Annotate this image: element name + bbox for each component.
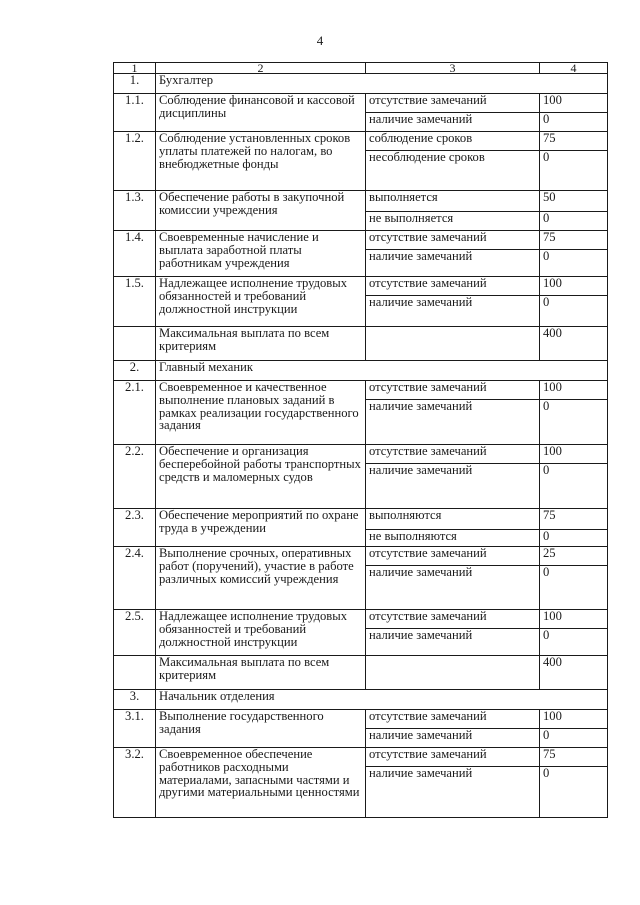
payout-value: 75 xyxy=(540,231,608,250)
payout-value: 0 xyxy=(540,113,608,132)
payout-value: 100 xyxy=(540,94,608,113)
criterion-text: Выполнение срочных, оперативных работ (поручений), участие в работе различных комиссий учреждения xyxy=(156,547,366,610)
payout-value: 50 xyxy=(540,191,608,212)
condition-label: не выполняются xyxy=(366,530,540,547)
criterion-row xyxy=(114,610,608,629)
max-payout-row xyxy=(114,656,608,690)
criterion-row xyxy=(114,381,608,400)
criterion-row xyxy=(114,132,608,151)
criterion-text: Соблюдение установленных сроков уплаты платежей по налогам, во внебюджетные фонды xyxy=(156,132,366,191)
criterion-number: 1.5. xyxy=(114,277,156,327)
criterion-number: 1.3. xyxy=(114,191,156,231)
condition-label: наличие замечаний xyxy=(366,113,540,132)
payout-value: 0 xyxy=(540,530,608,547)
max-payout-label: Максимальная выплата по всем критериям xyxy=(156,656,366,690)
condition-label: отсутствие замечаний xyxy=(366,748,540,767)
condition-label: отсутствие замечаний xyxy=(366,445,540,464)
criterion-text: Обеспечение работы в закупочной комиссии учреждения xyxy=(156,191,366,231)
header-cell-1: 1 xyxy=(114,63,156,74)
condition-label: выполняется xyxy=(366,191,540,212)
criterion-row xyxy=(114,547,608,566)
header-cell-2: 2 xyxy=(156,63,366,74)
header-row xyxy=(114,63,608,74)
condition-label: наличие замечаний xyxy=(366,250,540,277)
criterion-text: Обеспечение и организация бесперебойной работы транспортных средств и маломерных судов xyxy=(156,445,366,509)
criterion-row xyxy=(114,94,608,113)
section-row xyxy=(114,74,608,94)
section-title: Главный механик xyxy=(156,361,608,381)
criterion-number: 1.1. xyxy=(114,94,156,132)
criterion-text: Надлежащее исполнение трудовых обязанностей и требований должностной инструкции xyxy=(156,277,366,327)
payout-value: 0 xyxy=(540,212,608,231)
condition-label: выполняются xyxy=(366,509,540,530)
criterion-number: 2.3. xyxy=(114,509,156,547)
payout-value: 100 xyxy=(540,710,608,729)
criterion-number: 1.4. xyxy=(114,231,156,277)
payout-value: 0 xyxy=(540,629,608,656)
condition-label: несоблюдение сроков xyxy=(366,151,540,191)
payout-value: 75 xyxy=(540,509,608,530)
section-number: 1. xyxy=(114,74,156,94)
section-number: 3. xyxy=(114,690,156,710)
condition-label: отсутствие замечаний xyxy=(366,610,540,629)
criterion-row xyxy=(114,710,608,729)
condition-label: наличие замечаний xyxy=(366,566,540,610)
payout-value: 25 xyxy=(540,547,608,566)
header-cell-3: 3 xyxy=(366,63,540,74)
condition-label: отсутствие замечаний xyxy=(366,277,540,296)
condition-label: наличие замечаний xyxy=(366,629,540,656)
max-payout-condition xyxy=(366,656,540,690)
payout-value: 100 xyxy=(540,445,608,464)
max-payout-number xyxy=(114,656,156,690)
criterion-row xyxy=(114,231,608,250)
payout-value: 0 xyxy=(540,296,608,327)
criterion-number: 3.1. xyxy=(114,710,156,748)
payout-value: 75 xyxy=(540,132,608,151)
header-cell-4: 4 xyxy=(540,63,608,74)
criterion-text: Своевременное и качественное выполнение плановых заданий в рамках реализации государственного задания xyxy=(156,381,366,445)
criterion-number: 2.5. xyxy=(114,610,156,656)
condition-label: отсутствие замечаний xyxy=(366,231,540,250)
max-payout-value: 400 xyxy=(540,656,608,690)
condition-label: отсутствие замечаний xyxy=(366,94,540,113)
condition-label: наличие замечаний xyxy=(366,729,540,748)
payout-value: 0 xyxy=(540,729,608,748)
max-payout-number xyxy=(114,327,156,361)
criterion-row xyxy=(114,445,608,464)
criterion-text: Выполнение государственного задания xyxy=(156,710,366,748)
condition-label: наличие замечаний xyxy=(366,400,540,445)
criteria-table xyxy=(113,62,608,818)
condition-label: наличие замечаний xyxy=(366,464,540,509)
payout-value: 75 xyxy=(540,748,608,767)
payout-value: 0 xyxy=(540,566,608,610)
payout-value: 0 xyxy=(540,464,608,509)
criterion-row xyxy=(114,277,608,296)
criterion-number: 2.1. xyxy=(114,381,156,445)
criterion-text: Своевременные начисление и выплата заработной платы работникам учреждения xyxy=(156,231,366,277)
section-title: Бухгалтер xyxy=(156,74,608,94)
criterion-number: 3.2. xyxy=(114,748,156,818)
section-number: 2. xyxy=(114,361,156,381)
payout-value: 0 xyxy=(540,151,608,191)
payout-value: 100 xyxy=(540,277,608,296)
payout-value: 100 xyxy=(540,610,608,629)
payout-value: 0 xyxy=(540,250,608,277)
criterion-text: Своевременное обеспечение работников расходными материалами, запасными частями и другими материальными ценностями xyxy=(156,748,366,818)
criterion-number: 2.2. xyxy=(114,445,156,509)
max-payout-value: 400 xyxy=(540,327,608,361)
criterion-row xyxy=(114,191,608,212)
payout-value: 0 xyxy=(540,767,608,818)
criterion-text: Надлежащее исполнение трудовых обязанностей и требований должностной инструкции xyxy=(156,610,366,656)
payout-value: 0 xyxy=(540,400,608,445)
max-payout-label: Максимальная выплата по всем критериям xyxy=(156,327,366,361)
max-payout-row xyxy=(114,327,608,361)
condition-label: наличие замечаний xyxy=(366,296,540,327)
payout-value: 100 xyxy=(540,381,608,400)
condition-label: соблюдение сроков xyxy=(366,132,540,151)
criterion-text: Соблюдение финансовой и кассовой дисциплины xyxy=(156,94,366,132)
condition-label: отсутствие замечаний xyxy=(366,710,540,729)
criterion-row xyxy=(114,748,608,767)
condition-label: отсутствие замечаний xyxy=(366,547,540,566)
section-row xyxy=(114,690,608,710)
section-title: Начальник отделения xyxy=(156,690,608,710)
condition-label: отсутствие замечаний xyxy=(366,381,540,400)
max-payout-condition xyxy=(366,327,540,361)
page-number: 4 xyxy=(316,33,324,48)
condition-label: наличие замечаний xyxy=(366,767,540,818)
criterion-number: 2.4. xyxy=(114,547,156,610)
criterion-number: 1.2. xyxy=(114,132,156,191)
condition-label: не выполняется xyxy=(366,212,540,231)
criterion-row xyxy=(114,509,608,530)
criterion-text: Обеспечение мероприятий по охране труда в учреждении xyxy=(156,509,366,547)
section-row xyxy=(114,361,608,381)
